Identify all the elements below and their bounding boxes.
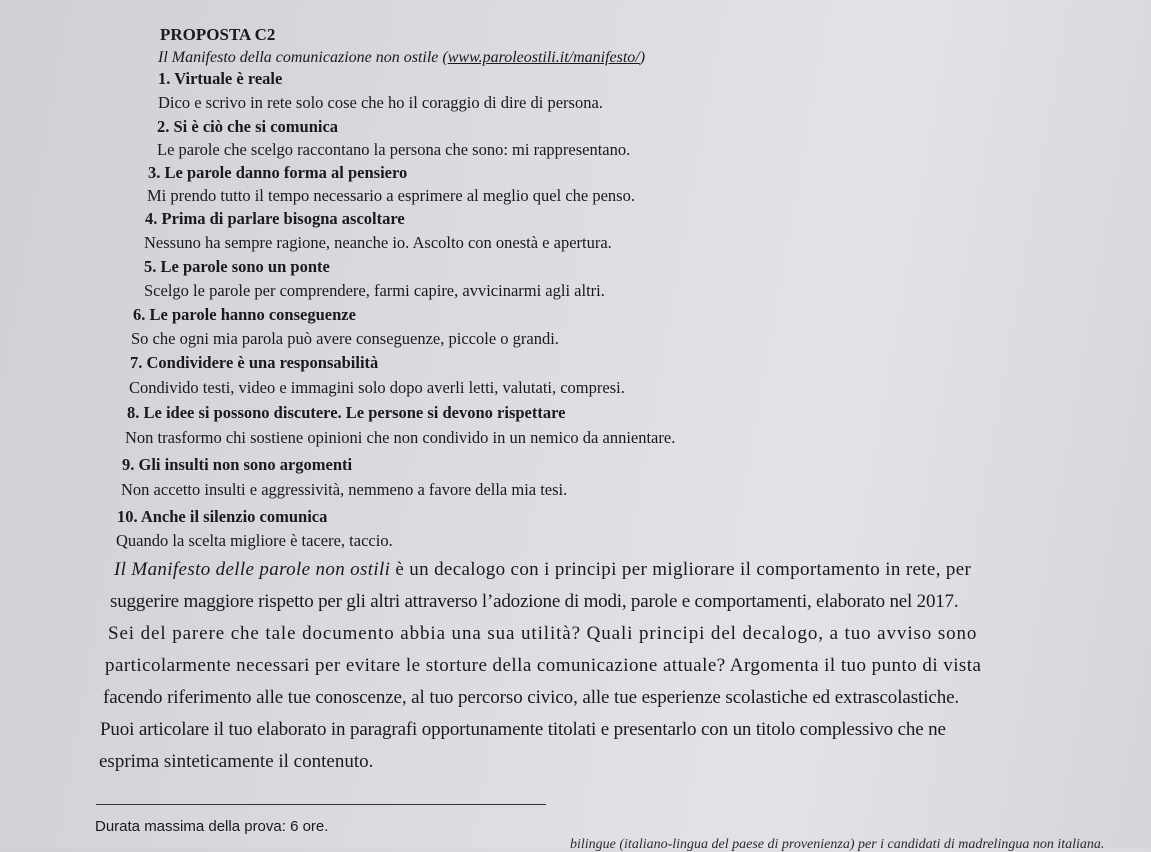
principle-heading: 3. Le parole danno forma al pensiero [148,163,408,182]
footer-divider [96,804,546,805]
principle-heading: 9. Gli insulti non sono argomenti [122,455,353,474]
principle-heading: 6. Le parole hanno conseguenze [133,305,356,324]
principle-text: Non trasformo chi sostiene opinioni che non condivido in un nemico da annientare. [125,428,676,447]
principle-heading: 4. Prima di parlare bisogna ascoltare [145,209,405,228]
principle-heading: 8. Le idee si possono discutere. Le persone si devono rispettare [127,403,566,422]
principle-heading: 10. Anche il silenzio comunica [117,507,328,526]
intro-close: ) [639,49,646,66]
page-title: PROPOSTA C2 [160,25,276,44]
intro-text: Il Manifesto della comunicazione non ostile ( [158,49,448,66]
task-line [114,560,971,579]
principle-heading: 5. Le parole sono un ponte [144,257,330,276]
cut-off-footnote: bilingue (italiano-lingua del paese di provenienza) per i candidati di madrelingua non italiana. [570,837,1105,852]
task-line: particolarmente necessari per evitare le storture della comunicazione attuale? Argomenta il tuo punto di vista [105,655,982,676]
principle-heading: 1. Virtuale è reale [158,69,283,88]
principle-text: So che ogni mia parola può avere conseguenze, piccole o grandi. [131,329,559,348]
principle-text: Quando la scelta migliore è tacere, taccio. [116,531,393,550]
task-line-1-text: è un decalogo con i principi per migliorare il comportamento in rete, per [390,559,972,580]
principle-text: Dico e scrivo in rete solo cose che ho il coraggio di dire di persona. [158,93,603,112]
principle-heading: 2. Si è ciò che si comunica [157,117,339,136]
principle-text: Le parole che scelgo raccontano la persona che sono: mi rappresentano. [157,140,631,159]
principle-text: Mi prendo tutto il tempo necessario a esprimere al meglio quel che penso. [147,186,635,205]
task-line: suggerire maggiore rispetto per gli altri attraverso l’adozione di modi, parole e comportamenti, elaborato nel 2017. [110,591,959,612]
intro-line [158,50,645,66]
exam-duration: Durata massima della prova: 6 ore. [95,818,329,835]
principle-text: Non accetto insulti e aggressività, nemmeno a favore della mia tesi. [121,480,568,499]
task-line: facendo riferimento alle tue conoscenze, al tuo percorso civico, alle tue esperienze scolastiche ed extrascolastiche. [103,687,960,708]
task-line: esprima sinteticamente il contenuto. [99,751,374,772]
manifesto-link[interactable]: www.paroleostili.it/manifesto/ [447,49,640,66]
principle-text: Nessuno ha sempre ragione, neanche io. Ascolto con onestà e apertura. [144,233,612,252]
task-manifesto-title: Il Manifesto delle parole non ostili [114,559,391,580]
principle-text: Condivido testi, video e immagini solo dopo averli letti, valutati, compresi. [129,378,625,397]
task-line: Puoi articolare il tuo elaborato in paragrafi opportunamente titolati e presentarlo con un titolo complessivo che ne [100,719,946,740]
task-line: Sei del parere che tale documento abbia una sua utilità? Quali principi del decalogo, a tuo avviso sono [108,623,978,644]
principle-heading: 7. Condividere è una responsabilità [130,353,379,372]
principle-text: Scelgo le parole per comprendere, farmi capire, avvicinarmi agli altri. [144,281,605,300]
